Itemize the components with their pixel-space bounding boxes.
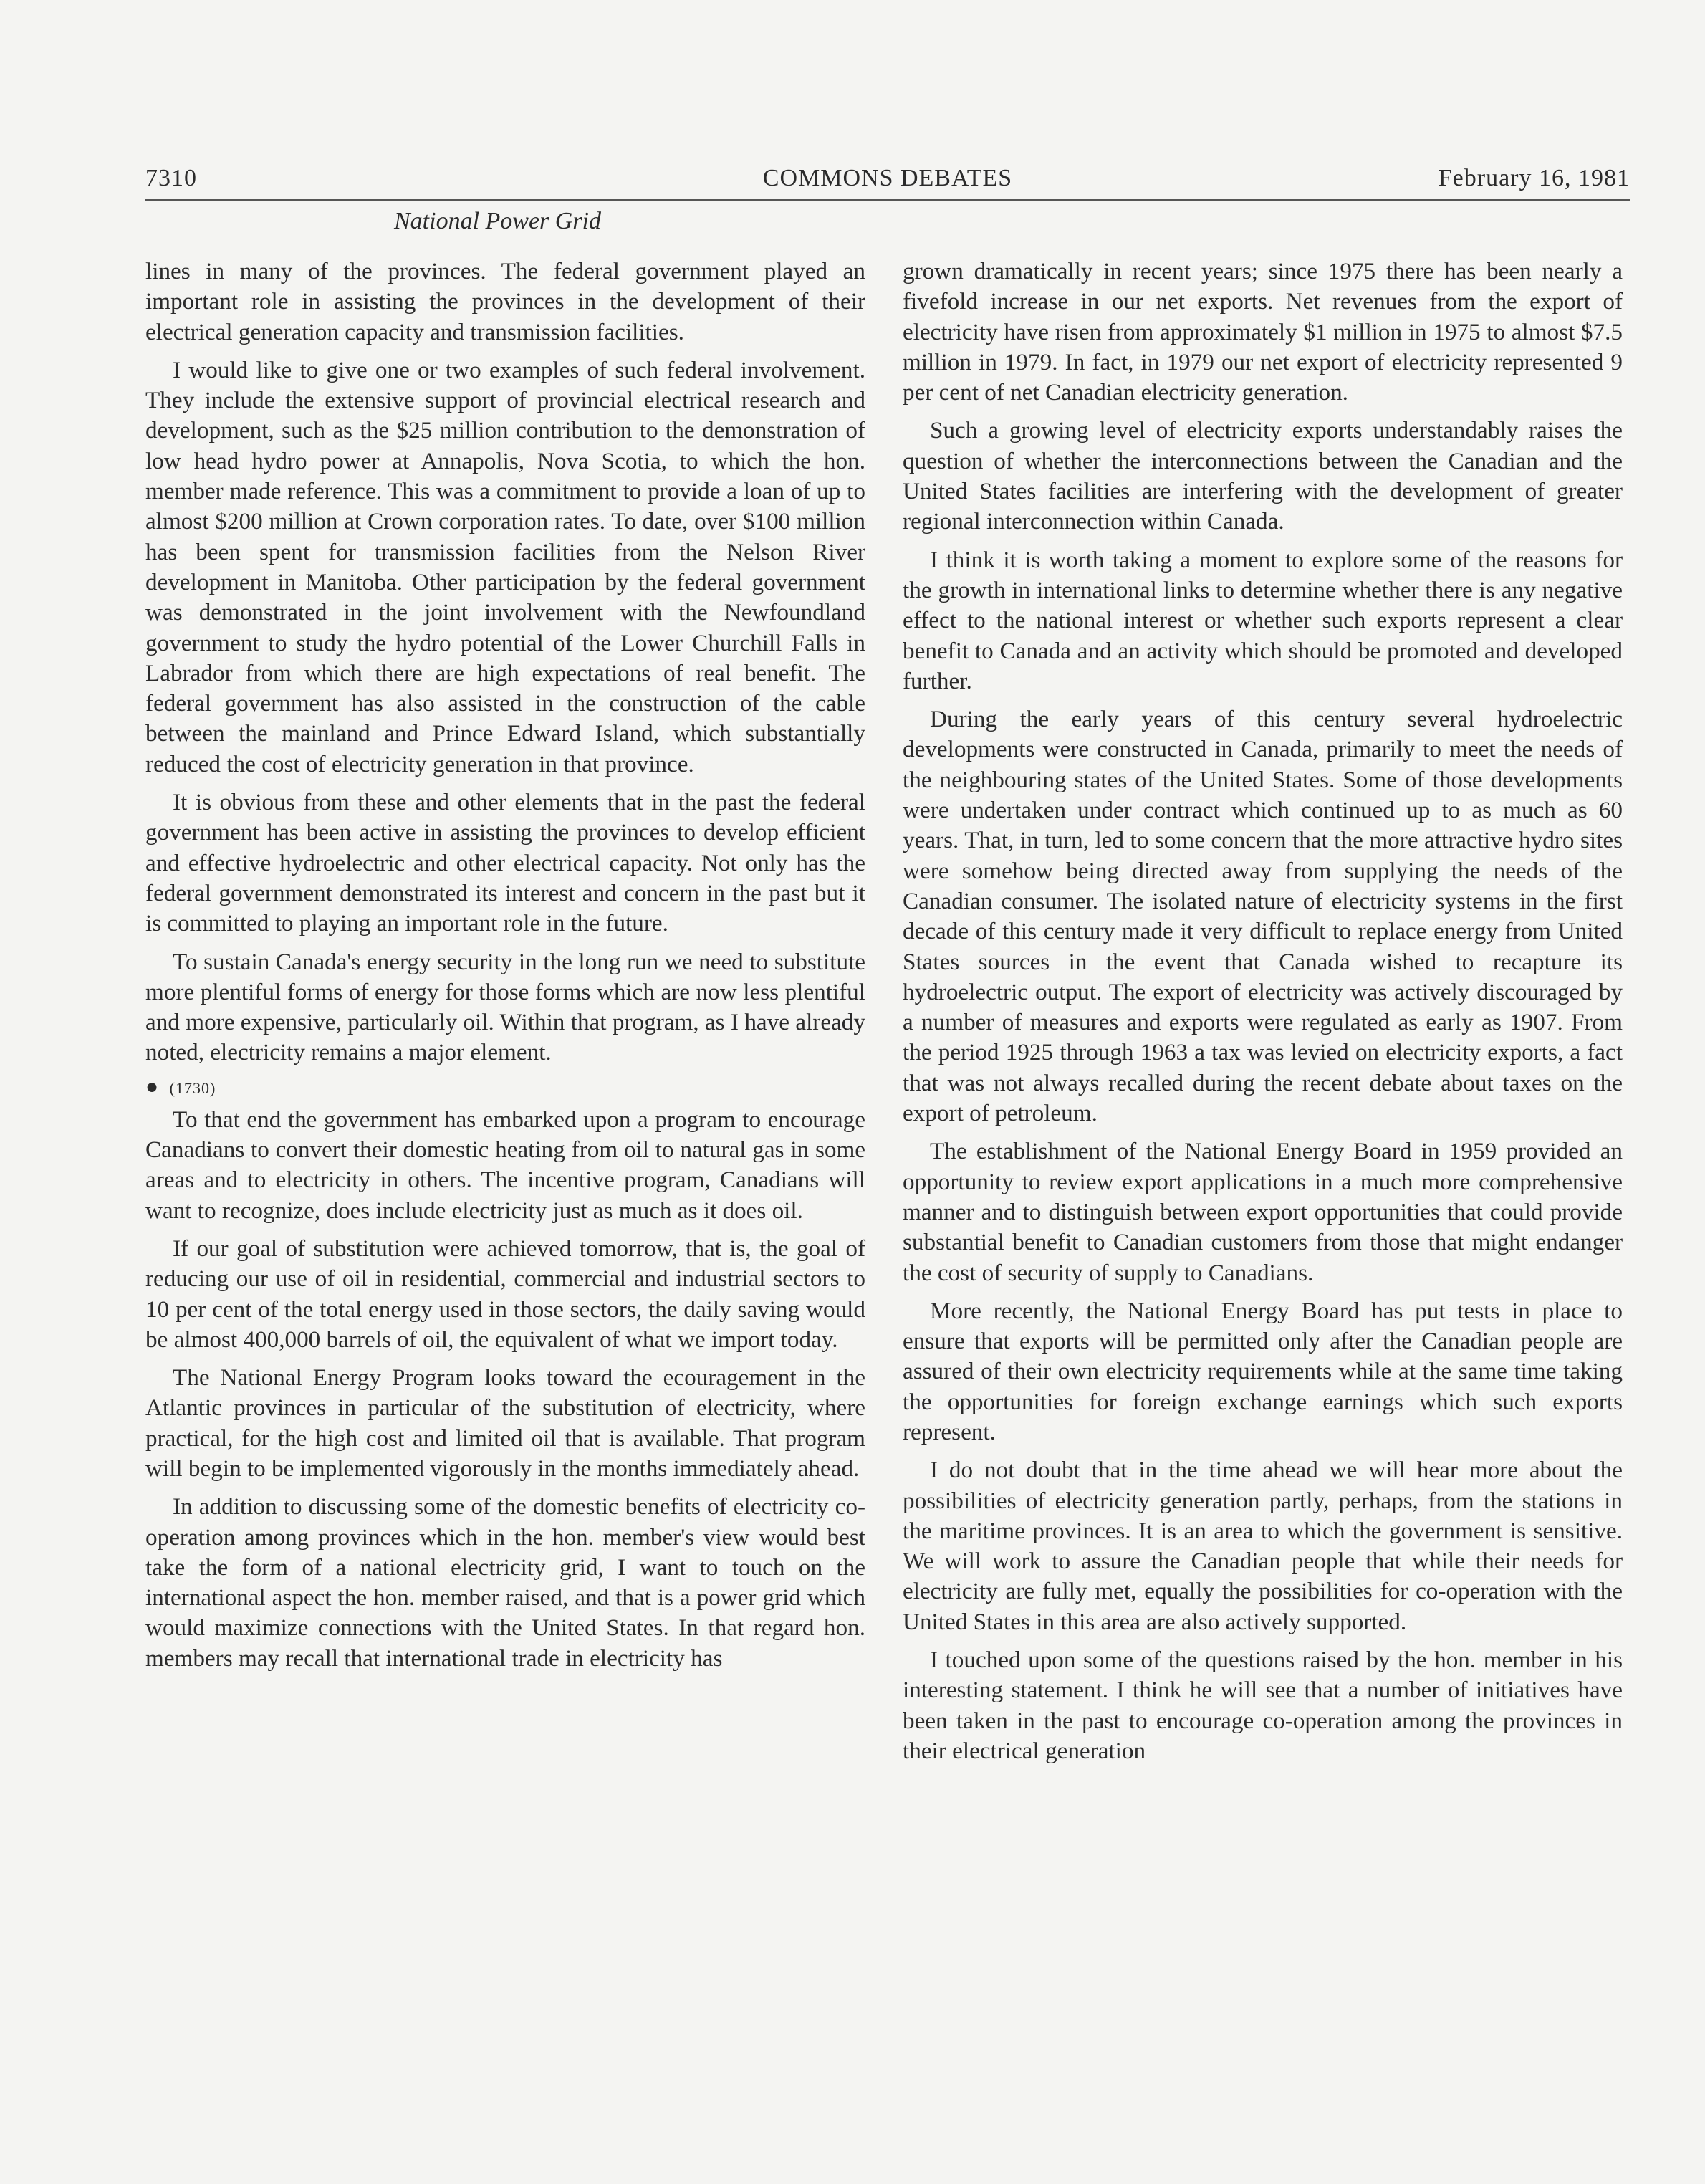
paragraph: The establishment of the National Energy Board in 1959 provided an opportunity to review export applications in a much more comprehensive manner and to distinguish between export opportunities that could provide substantial benefit to Canadian customers from those that might endanger the cost of security of supply to Canadians.	[903, 1138, 1623, 1286]
time-marker-label: (1730)	[169, 1078, 216, 1097]
paragraph: The National Energy Program looks toward the ecouragement in the Atlantic provinces in particular of the substitution of electricity, where practical, for the high cost and limited oil that is available. That program will begin to be implemented vigorously in the months immediately ahead.	[145, 1364, 865, 1482]
page-date: February 16, 1981	[1438, 165, 1630, 191]
paragraph: It is obvious from these and other elements that in the past the federal government has been active in assisting the provinces to develop efficient and effective hydroelectric and other electrical capacity. Not only has the federal government demonstrated its interest and concern in the past but it is committed to playing an important role in the future.	[145, 789, 865, 937]
right-column	[903, 257, 1623, 1774]
paragraph: I touched upon some of the questions raised by the hon. member in his interesting statement. I think he will see that a number of initiatives have been taken in the past to encourage co-operation among the provinces in their electrical generation	[903, 1647, 1623, 1764]
paragraph: More recently, the National Energy Board has put tests in place to ensure that exports will be permitted only after the Canadian people are assured of their own electricity requirements while at the same time taking the opportunities for foreign exchange earnings which such exports represent.	[903, 1297, 1623, 1445]
paragraph: To sustain Canada's energy security in the long run we need to substitute more plentiful forms of energy for those forms which are now less plentiful and more expensive, particularly oil. Within that program, as I have already noted, electricity remains a major element.	[145, 948, 865, 1066]
left-column	[145, 257, 865, 1682]
paragraph: During the early years of this century several hydroelectric developments were constructed in Canada, primarily to meet the needs of the neighbouring states of the United States. Some of those developments were undertaken under contract which continued up to as much as 60 years. That, in turn, led to some concern that the more attractive hydro sites were somehow being directed away from supplying the needs of the Canadian consumer. The isolated nature of electricity systems in the first decade of this century made it very difficult to replace energy from United States sources in the event that Canada wished to recapture its hydroelectric output. The export of electricity was actively discouraged by a number of measures and exports were regulated as early as 1907. From the period 1925 through 1963 a tax was levied on electricity exports, a fact that was not always recalled during the recent debate about taxes on the export of petroleum.	[903, 706, 1623, 1127]
paragraph: lines in many of the provinces. The federal government played an important role in assisting the provinces in the development of their electrical generation capacity and transmission facilities.	[145, 258, 865, 345]
paragraph: grown dramatically in recent years; since 1975 there has been nearly a fivefold increase in our net exports. Net revenues from the export of electricity have risen from approximately $1 million in 1975 to almost $7.5 million in 1979. In fact, in 1979 our net export of electricity represented 9 per cent of net Canadian electricity generation.	[903, 258, 1623, 406]
time-marker	[145, 1076, 865, 1099]
paragraph: I do not doubt that in the time ahead we will hear more about the possibilities of electricity generation partly, perhaps, from the stations in the maritime provinces. It is an area to which the government is sensitive. We will work to assure the Canadian people that while their needs for electricity are fully met, equally the possibilities for co-operation with the United States in this area are also actively supported.	[903, 1457, 1623, 1635]
paragraph: I think it is worth taking a moment to explore some of the reasons for the growth in international links to determine whether there is any negative effect to the national interest or whether such exports represent a clear benefit to Canada and an activity which should be promoted and developed further.	[903, 546, 1623, 694]
paragraph: Such a growing level of electricity exports understandably raises the question of whether the interconnections between the Canadian and the United States facilities are interfering with the development of greater regional interconnection within Canada.	[903, 417, 1623, 535]
paragraph: In addition to discussing some of the domestic benefits of electricity co-operation among provinces which in the hon. member's view would best take the form of a national electricity grid, I want to touch on the international aspect the hon. member raised, and that is a power grid which would maximize connections with the United States. In that regard hon. members may recall that international trade in electricity has	[145, 1493, 865, 1672]
publication-title: COMMONS DEBATES	[762, 165, 1013, 191]
paragraph: I would like to give one or two examples of such federal involvement. They include the extensive support of provincial electrical research and development, such as the $25 million contribution to the demonstration of low head hydro power at Annapolis, Nova Scotia, to which the hon. member made reference. This was a commitment to provide a loan of up to almost $200 million at Crown corporation rates. To date, over $100 million has been spent for transmission facilities from the Nelson River development in Manitoba. Other participation by the federal government was demonstrated in the joint involvement with the Newfoundland government to study the hydro potential of the Lower Churchill Falls in Labrador from which there are high expectations of real benefit. The federal government has also assisted in the construction of the cable between the mainland and Prince Edward Island, which substantially reduced the cost of electricity generation in that province.	[145, 356, 865, 777]
page-header	[145, 162, 1630, 201]
bullet-icon: ●	[145, 1074, 160, 1098]
page-number: 7310	[145, 165, 197, 191]
section-title: National Power Grid	[394, 208, 602, 234]
paragraph: To that end the government has embarked upon a program to encourage Canadians to convert their domestic heating from oil to natural gas in some areas and to electricity in others. The incentive program, Canadians will want to recognize, does include electricity just as much as it does oil.	[145, 1106, 865, 1224]
paragraph: If our goal of substitution were achieved tomorrow, that is, the goal of reducing our use of oil in residential, commercial and industrial sectors to 10 per cent of the total energy used in those sectors, the daily saving would be almost 400,000 barrels of oil, the equivalent of what we import today.	[145, 1235, 865, 1353]
